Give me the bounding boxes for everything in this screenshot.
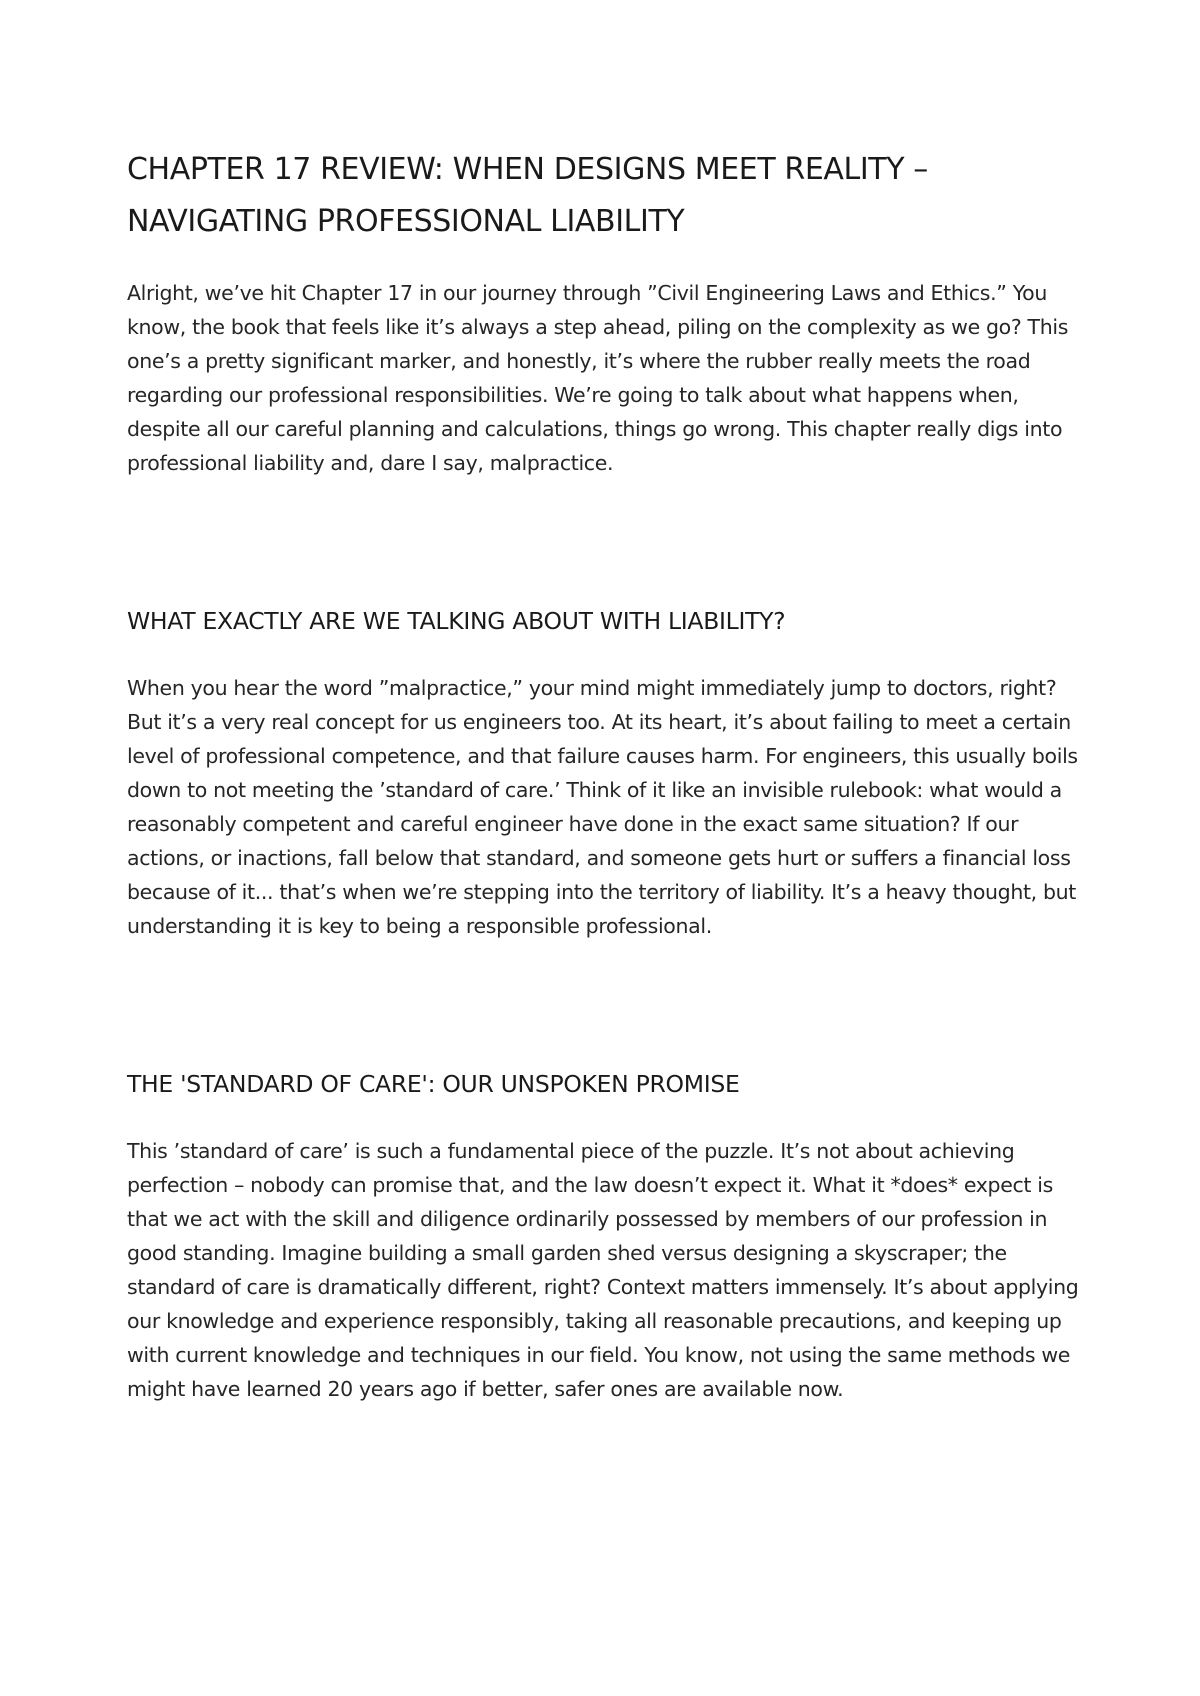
section-body-standard-of-care: This ’standard of care’ is such a fundamental piece of the puzzle. It’s not about achieving perfection – nobody can promise that, and the law doesn’t expect it. What it *does* expect is that we act with the skill and diligence ordinarily possessed by members of our profession in good standing. Imagine building a small garden shed versus designing a skyscraper; the standard of care is dramatically different, right? Context matters immensely. It’s about applying our knowledge and experience responsibly, taking all reasonable precautions, and keeping up with current knowledge and techniques in our field. You know, not using the same methods we might have learned 20 years ago if better, safer ones are available now. bbox=[127, 1139, 1079, 1401]
section-heading-liability: WHAT EXACTLY ARE WE TALKING ABOUT WITH LIABILITY? bbox=[127, 607, 786, 635]
chapter-title: CHAPTER 17 REVIEW: WHEN DESIGNS MEET REALITY – NAVIGATING PROFESSIONAL LIABILITY bbox=[127, 152, 928, 239]
intro-paragraph: Alright, we’ve hit Chapter 17 in our journey through ”Civil Engineering Laws and Ethics.” You know, the book that feels like it’s always a step ahead, piling on the complexity as we go? This one’s a pretty significant marker, and honestly, it’s where the rubber really meets the road regarding our professional responsibilities. We’re going to talk about what happens when, despite all our careful planning and calculations, things go wrong. This chapter really digs into professional liability and, dare I say, malpractice. bbox=[127, 281, 1069, 475]
section-heading-standard-of-care: THE 'STANDARD OF CARE': OUR UNSPOKEN PROMISE bbox=[127, 1070, 740, 1098]
section-body-liability: When you hear the word ”malpractice,” your mind might immediately jump to doctors, right? But it’s a very real concept for us engineers too. At its heart, it’s about failing to meet a certain level of professional competence, and that failure causes harm. For engineers, this usually boils down to not meeting the ’standard of care.’ Think of it like an invisible rulebook: what would a reasonably competent and careful engineer have done in the exact same situation? If our actions, or inactions, fall below that standard, and someone gets hurt or suffers a financial loss because of it... that’s when we’re stepping into the territory of liability. It’s a heavy thought, but understanding it is key to being a responsible professional. bbox=[127, 676, 1078, 938]
